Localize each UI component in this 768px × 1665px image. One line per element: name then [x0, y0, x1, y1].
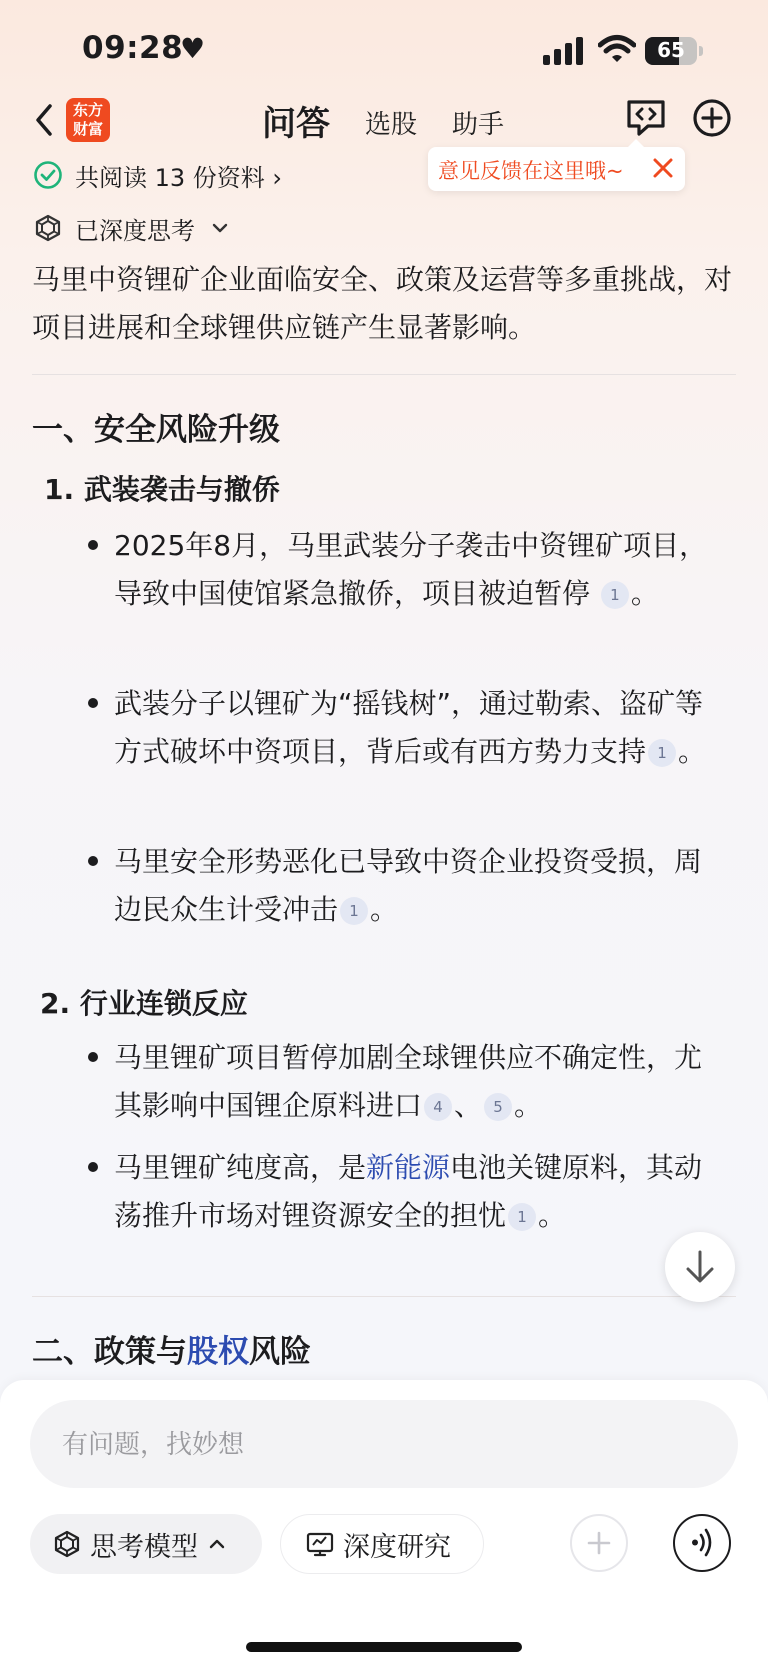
thinking-label: 已深度思考	[75, 216, 195, 245]
deep-research-button[interactable]	[280, 1514, 484, 1574]
bullet-period: 。	[678, 735, 707, 768]
home-indicator	[246, 1642, 522, 1652]
citation-badge[interactable]: 5	[484, 1093, 512, 1121]
list-item	[88, 838, 718, 934]
question-input-wrapper[interactable]	[30, 1400, 738, 1488]
battery-icon	[645, 37, 697, 65]
battery-tip	[699, 46, 703, 56]
bullet-body: 马里锂矿项目暂停加剧全球锂供应不确定性，尤其影响中国锂企原料进口	[114, 1041, 703, 1122]
bullet-body: 马里安全形势恶化已导致中资企业投资受损，周边民众生计受冲击	[114, 845, 703, 926]
status-time: 09:28	[82, 30, 184, 66]
citation-badge[interactable]: 1	[340, 897, 368, 925]
tooltip-text: 意见反馈在这里哦~	[438, 159, 624, 183]
model-cube-icon	[52, 1529, 82, 1559]
bullet-dot	[88, 1052, 98, 1062]
citation-badge[interactable]: 1	[508, 1203, 536, 1231]
bullet-comma: 、	[454, 1089, 483, 1122]
heart-icon: ♥	[180, 32, 206, 65]
bullet-dot	[88, 540, 98, 550]
tab-qa[interactable]: 问答	[262, 104, 330, 144]
cellular-signal-icon	[543, 37, 585, 65]
bullet-period: 。	[370, 893, 399, 926]
voice-button[interactable]	[673, 1514, 731, 1572]
logo-line2: 财富	[72, 120, 103, 138]
bullet-dot	[88, 856, 98, 866]
chevron-up-icon	[206, 1533, 228, 1555]
voice-wave-icon	[675, 1516, 728, 1569]
scroll-down-button[interactable]	[665, 1232, 735, 1302]
sources-link[interactable]	[33, 155, 282, 195]
sub2-title: 2. 行业连锁反应	[40, 987, 248, 1020]
plus-icon	[572, 1516, 626, 1570]
bullet-body: 电池关键原料，其动荡推升市场对锂资源安全的担忧	[114, 1151, 703, 1232]
arrow-down-icon	[665, 1232, 735, 1302]
sub1-title: 1. 武装袭击与撤侨	[44, 473, 280, 506]
divider	[32, 374, 736, 375]
question-input[interactable]	[60, 1422, 664, 1468]
attach-button[interactable]	[570, 1514, 628, 1572]
model-cube-icon	[33, 213, 63, 243]
bullet-body: 2025年8月，马里武装分子袭击中资锂矿项目，导致中国使馆紧急撤侨，项目被迫暂停	[114, 529, 708, 610]
bullet-dot	[88, 1162, 98, 1172]
section2-title-pre: 二、政策与	[32, 1334, 187, 1370]
model-selector[interactable]	[30, 1514, 262, 1574]
tab-assistant[interactable]: 助手	[452, 110, 505, 140]
citation-badge[interactable]: 4	[424, 1093, 452, 1121]
research-icon	[305, 1529, 335, 1559]
wifi-icon	[598, 34, 636, 64]
model-label: 思考模型	[90, 1531, 198, 1563]
intro-paragraph: 马里中资锂矿企业面临安全、政策及运营等多重挑战，对项目进展和全球锂供应链产生显著影响。	[32, 263, 733, 344]
list-item	[88, 680, 718, 776]
equity-link[interactable]: 股权	[187, 1334, 249, 1370]
list-item	[88, 1144, 718, 1240]
new-chat-icon[interactable]	[690, 96, 734, 140]
thinking-toggle[interactable]	[33, 208, 231, 248]
divider	[32, 1296, 736, 1297]
composer-panel	[0, 1380, 768, 1665]
bullet-text	[114, 838, 718, 934]
bullet-body: 武装分子以锂矿为“摇钱树”，通过勒索、盗矿等方式破坏中资项目，背后或有西方势力支持	[114, 687, 704, 768]
sources-label: 共阅读 13 份资料 ›	[75, 163, 283, 192]
bullet-period: 。	[538, 1199, 567, 1232]
bullet-text	[114, 1034, 718, 1130]
tab-stock-picker[interactable]: 选股	[365, 110, 418, 140]
section2-title	[32, 1326, 311, 1371]
feedback-tooltip	[428, 147, 685, 191]
list-item	[88, 522, 718, 618]
section2-title-post: 风险	[249, 1334, 311, 1370]
citation-badge[interactable]: 1	[601, 581, 629, 609]
check-circle-icon	[33, 160, 63, 190]
logo-line1: 东方	[72, 101, 103, 119]
chevron-down-icon	[209, 217, 231, 239]
section1-title: 一、安全风险升级	[32, 412, 280, 448]
close-icon[interactable]	[650, 155, 676, 181]
top-nav	[0, 88, 768, 152]
research-label: 深度研究	[343, 1531, 451, 1563]
citation-badge[interactable]: 1	[648, 739, 676, 767]
back-arrow-icon[interactable]	[30, 100, 60, 140]
status-bar	[0, 0, 768, 100]
bullet-period: 。	[514, 1089, 543, 1122]
bullet-period: 。	[630, 577, 659, 610]
list-item	[88, 1034, 718, 1130]
bullet-body: 马里锂矿纯度高，是	[114, 1151, 367, 1184]
app-logo	[66, 98, 110, 142]
battery-percent: 65	[657, 38, 685, 62]
bullet-text	[114, 680, 718, 776]
bullet-text	[114, 1144, 718, 1240]
bullet-dot	[88, 698, 98, 708]
new-energy-link[interactable]: 新能源	[366, 1151, 451, 1184]
bullet-text	[114, 522, 718, 618]
feedback-icon[interactable]	[624, 96, 668, 140]
